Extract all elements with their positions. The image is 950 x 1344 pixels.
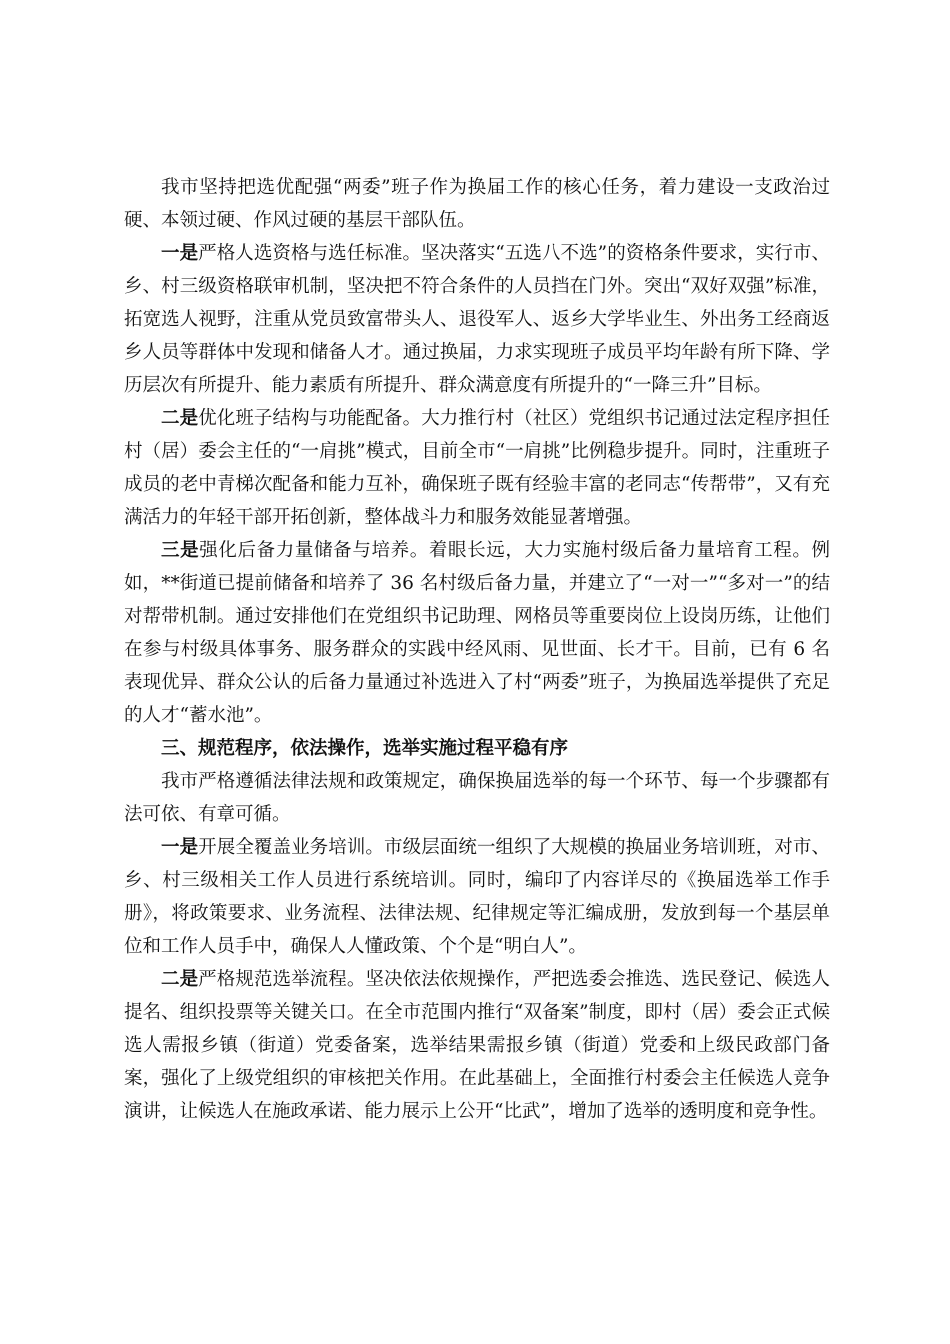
paragraph-point-3 bbox=[124, 534, 830, 732]
paragraph-point-1 bbox=[124, 831, 830, 963]
paragraph-section-intro bbox=[124, 765, 830, 831]
paragraph-text: 我市严格遵循法律法规和政策规定，确保换届选举的每一个环节、每一个步骤都有法可依、有章可循。 bbox=[124, 771, 830, 825]
paragraph-text: 强化后备力量储备与培养。着眼长远，大力实施村级后备力量培育工程。例如，**街道已提前储备和培养了 36 名村级后备力量，并建立了“一对一”“多对一”的结对帮带机制。通过安排他们在党组织书记助理、网格员等重要岗位上设岗历练，让他们在参与村级具体事务、服务群众的实践中经风雨、见世面、长才干。目前，已有 6 名表现优异、群众公认的后备力量通过补选进入了村“两委”班子，为换届选举提供了充足的人才“蓄水池”。 bbox=[124, 540, 830, 726]
paragraph-point-2 bbox=[124, 402, 830, 534]
paragraph-point-1 bbox=[124, 237, 830, 402]
paragraph-lead: 一是 bbox=[161, 243, 199, 264]
document-body bbox=[124, 171, 830, 1128]
paragraph-intro bbox=[124, 171, 830, 237]
paragraph-text: 严格规范选举流程。坚决依法依规操作，严把选委会推选、选民登记、候选人提名、组织投票等关键关口。在全市范围内推行“双备案”制度，即村（居）委会正式候选人需报乡镇（街道）党委备案，选举结果需报乡镇（街道）党委和上级民政部门备案，强化了上级党组织的审核把关作用。在此基础上，全面推行村委会主任候选人竞争演讲，让候选人在施政承诺、能力展示上公开“比武”，增加了选举的透明度和竞争性。 bbox=[124, 969, 830, 1122]
paragraph-lead: 二是 bbox=[161, 408, 199, 429]
section-heading bbox=[124, 732, 830, 765]
paragraph-text: 严格人选资格与选任标准。坚决落实“五选八不选”的资格条件要求，实行市、乡、村三级资格联审机制，坚决把不符合条件的人员挡在门外。突出“双好双强”标准，拓宽选人视野，注重从党员致富带头人、退役军人、返乡大学毕业生、外出务工经商返乡人员等群体中发现和储备人才。通过换届，力求实现班子成员平均年龄有所下降、学历层次有所提升、能力素质有所提升、群众满意度有所提升的“一降三升”目标。 bbox=[124, 243, 830, 396]
paragraph-lead: 二是 bbox=[161, 969, 199, 990]
paragraph-text: 我市坚持把选优配强“两委”班子作为换届工作的核心任务，着力建设一支政治过硬、本领过硬、作风过硬的基层干部队伍。 bbox=[124, 177, 830, 231]
section-heading-text: 三、规范程序，依法操作，选举实施过程平稳有序 bbox=[161, 738, 569, 759]
paragraph-text: 开展全覆盖业务培训。市级层面统一组织了大规模的换届业务培训班，对市、乡、村三级相关工作人员进行系统培训。同时，编印了内容详尽的《换届选举工作手册》，将政策要求、业务流程、法律法规、纪律规定等汇编成册，发放到每一个基层单位和工作人员手中，确保人人懂政策、个个是“明白人”。 bbox=[124, 837, 830, 957]
paragraph-text: 优化班子结构与功能配备。大力推行村（社区）党组织书记通过法定程序担任村（居）委会主任的“一肩挑”模式，目前全市“一肩挑”比例稳步提升。同时，注重班子成员的老中青梯次配备和能力互补，确保班子既有经验丰富的老同志“传帮带”，又有充满活力的年轻干部开拓创新，整体战斗力和服务效能显著增强。 bbox=[124, 408, 830, 528]
paragraph-point-2 bbox=[124, 963, 830, 1128]
paragraph-lead: 一是 bbox=[161, 837, 199, 858]
paragraph-lead: 三是 bbox=[161, 540, 200, 561]
